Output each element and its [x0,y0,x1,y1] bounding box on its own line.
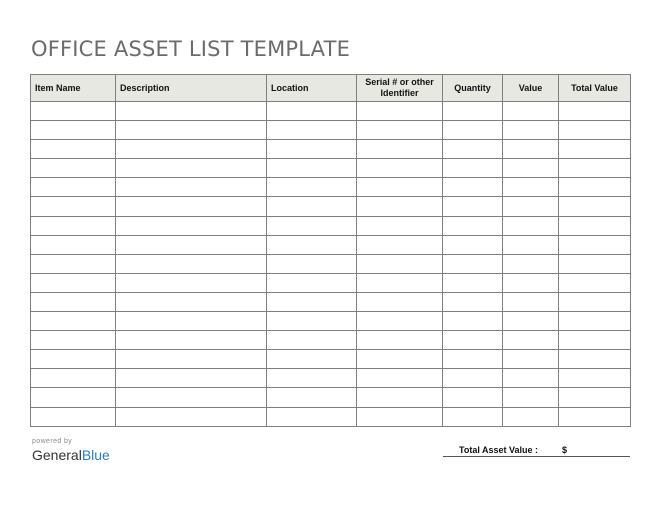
table-row [31,140,631,159]
header-serial-line1: Serial # or other [365,77,434,87]
cell-quantity[interactable] [443,254,503,273]
cell-total-value[interactable] [559,254,631,273]
header-location: Location [267,75,357,102]
cell-quantity[interactable] [443,350,503,369]
cell-value[interactable] [503,216,559,235]
cell-item-name[interactable] [31,178,116,197]
page-title: OFFICE ASSET LIST TEMPLATE [31,37,351,61]
cell-description[interactable] [116,159,267,178]
cell-value[interactable] [503,197,559,216]
cell-quantity[interactable] [443,121,503,140]
table-row [31,121,631,140]
cell-item-name[interactable] [31,159,116,178]
table-row [31,388,631,407]
cell-value[interactable] [503,312,559,331]
cell-location[interactable] [267,159,357,178]
cell-description[interactable] [116,407,267,426]
cell-description[interactable] [116,331,267,350]
cell-location[interactable] [267,178,357,197]
cell-serial[interactable] [357,235,443,254]
cell-total-value[interactable] [559,102,631,121]
cell-value[interactable] [503,388,559,407]
cell-total-value[interactable] [559,292,631,311]
cell-serial[interactable] [357,197,443,216]
table-row [31,350,631,369]
cell-quantity[interactable] [443,331,503,350]
cell-quantity[interactable] [443,216,503,235]
cell-item-name[interactable] [31,369,116,388]
table-row [31,292,631,311]
cell-serial[interactable] [357,312,443,331]
cell-item-name[interactable] [31,102,116,121]
cell-total-value[interactable] [559,121,631,140]
cell-total-value[interactable] [559,331,631,350]
table-row [31,216,631,235]
table-row [31,178,631,197]
cell-location[interactable] [267,102,357,121]
header-value: Value [503,75,559,102]
cell-value[interactable] [503,159,559,178]
cell-total-value[interactable] [559,273,631,292]
cell-description[interactable] [116,273,267,292]
header-item-name: Item Name [31,75,116,102]
cell-location[interactable] [267,369,357,388]
cell-total-value[interactable] [559,216,631,235]
table-row [31,197,631,216]
cell-quantity[interactable] [443,407,503,426]
table-row [31,369,631,388]
cell-description[interactable] [116,292,267,311]
cell-description[interactable] [116,350,267,369]
brand-name-part1: General [32,447,82,463]
cell-description[interactable] [116,312,267,331]
cell-quantity[interactable] [443,235,503,254]
brand-name-part2: Blue [81,447,110,463]
cell-location[interactable] [267,121,357,140]
table-row [31,273,631,292]
cell-quantity[interactable] [443,159,503,178]
cell-quantity[interactable] [443,369,503,388]
cell-location[interactable] [267,292,357,311]
cell-serial[interactable] [357,178,443,197]
cell-description[interactable] [116,178,267,197]
cell-serial[interactable] [357,216,443,235]
cell-value[interactable] [503,292,559,311]
cell-description[interactable] [116,121,267,140]
cell-serial[interactable] [357,292,443,311]
cell-serial[interactable] [357,331,443,350]
cell-value[interactable] [503,369,559,388]
cell-item-name[interactable] [31,216,116,235]
brand-logo [32,438,110,463]
cell-description[interactable] [116,197,267,216]
cell-location[interactable] [267,140,357,159]
cell-quantity[interactable] [443,312,503,331]
table-row [31,235,631,254]
cell-description[interactable] [116,216,267,235]
cell-description[interactable] [116,235,267,254]
cell-location[interactable] [267,331,357,350]
table-body [31,102,631,427]
cell-total-value[interactable] [559,388,631,407]
header-total-value: Total Value [559,75,631,102]
cell-quantity[interactable] [443,178,503,197]
table-row [31,254,631,273]
cell-total-value[interactable] [559,369,631,388]
cell-item-name[interactable] [31,331,116,350]
cell-quantity[interactable] [443,197,503,216]
cell-serial[interactable] [357,407,443,426]
cell-value[interactable] [503,140,559,159]
cell-item-name[interactable] [31,197,116,216]
currency-symbol: $ [562,445,568,455]
cell-location[interactable] [267,216,357,235]
cell-location[interactable] [267,388,357,407]
cell-value[interactable] [503,178,559,197]
cell-quantity[interactable] [443,273,503,292]
cell-description[interactable] [116,140,267,159]
asset-table [30,74,631,427]
cell-item-name[interactable] [31,273,116,292]
cell-quantity[interactable] [443,102,503,121]
cell-value[interactable] [503,235,559,254]
cell-total-value[interactable] [559,197,631,216]
cell-value[interactable] [503,407,559,426]
cell-serial[interactable] [357,254,443,273]
cell-location[interactable] [267,235,357,254]
cell-quantity[interactable] [443,292,503,311]
header-description: Description [116,75,267,102]
table-row [31,312,631,331]
cell-value[interactable] [503,350,559,369]
header-quantity: Quantity [443,75,503,102]
cell-serial[interactable] [357,273,443,292]
cell-location[interactable] [267,197,357,216]
cell-item-name[interactable] [31,407,116,426]
cell-total-value[interactable] [559,407,631,426]
header-row [31,75,631,102]
cell-item-name[interactable] [31,350,116,369]
cell-serial[interactable] [357,388,443,407]
powered-by-text: powered by [32,438,73,445]
cell-location[interactable] [267,312,357,331]
cell-item-name[interactable] [31,235,116,254]
cell-quantity[interactable] [443,140,503,159]
cell-total-value[interactable] [559,140,631,159]
table-row [31,331,631,350]
cell-quantity[interactable] [443,388,503,407]
cell-description[interactable] [116,369,267,388]
cell-total-value[interactable] [559,235,631,254]
cell-item-name[interactable] [31,292,116,311]
table-row [31,159,631,178]
cell-description[interactable] [116,388,267,407]
cell-value[interactable] [503,102,559,121]
total-asset-value-line[interactable] [443,444,630,457]
cell-serial[interactable] [357,102,443,121]
brand-name [32,447,110,463]
cell-location[interactable] [267,273,357,292]
header-serial [357,75,443,102]
cell-value[interactable] [503,121,559,140]
cell-location[interactable] [267,350,357,369]
table-row [31,102,631,121]
cell-item-name[interactable] [31,312,116,331]
cell-value[interactable] [503,254,559,273]
cell-serial[interactable] [357,159,443,178]
header-serial-line2: Identifier [380,88,419,98]
cell-serial[interactable] [357,369,443,388]
cell-serial[interactable] [357,350,443,369]
total-asset-value-label: Total Asset Value : [459,445,539,455]
cell-item-name[interactable] [31,140,116,159]
cell-description[interactable] [116,254,267,273]
cell-item-name[interactable] [31,388,116,407]
cell-serial[interactable] [357,121,443,140]
cell-location[interactable] [267,407,357,426]
cell-total-value[interactable] [559,312,631,331]
cell-value[interactable] [503,331,559,350]
cell-total-value[interactable] [559,178,631,197]
cell-description[interactable] [116,102,267,121]
cell-total-value[interactable] [559,350,631,369]
cell-item-name[interactable] [31,121,116,140]
cell-item-name[interactable] [31,254,116,273]
cell-serial[interactable] [357,140,443,159]
cell-total-value[interactable] [559,159,631,178]
table-row [31,407,631,426]
cell-value[interactable] [503,273,559,292]
cell-location[interactable] [267,254,357,273]
